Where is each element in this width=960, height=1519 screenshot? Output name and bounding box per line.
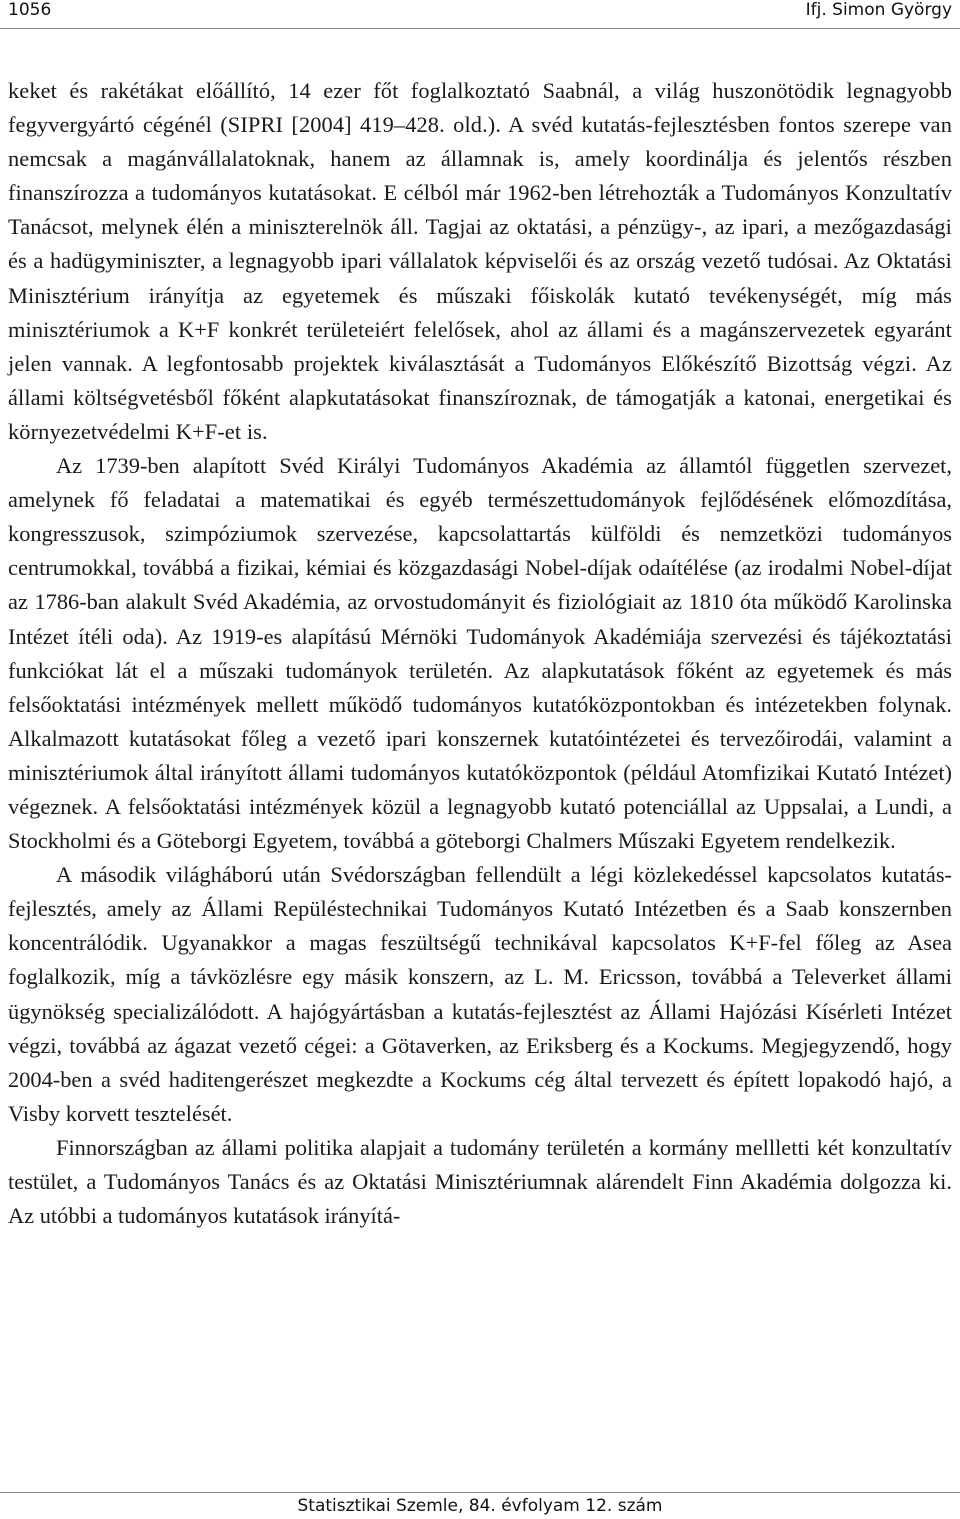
page-footer: Statisztikai Szemle, 84. évfolyam 12. szám xyxy=(297,1496,663,1516)
body-paragraph: Finnországban az állami politika alapjait a tudomány területén a kormány mellletti két konzultatív testület, a Tudományos Tanács és az Oktatási Minisztériumnak alárendelt Finn Akadémia dolgozza ki. Az utóbbi a tudományos kutatások irányítá- xyxy=(8,1134,952,1229)
article-body xyxy=(8,74,952,1233)
footer-divider xyxy=(0,1492,960,1493)
page-number: 1056 xyxy=(8,0,52,20)
body-paragraph: A második világháború után Svédországban fellendült a légi közlekedéssel kapcsolatos kutatás-fejlesztés, amely az Állami Repüléstechnikai Tudományos Kutató Intézetben és a Saab konszernben koncentrálódik. Ugyanakkor a magas feszültségű technikával kapcsolatos K+F-fel főleg az Asea foglalkozik, míg a távközlésre egy másik konszern, az L. M. Ericsson, továbbá a Televerket állami ügynökség specializálódott. A hajógyártásban a kutatás-fejlesztést az Állami Hajózási Kísérleti Intézet végzi, továbbá az ágazat vezető cégei: a Götaverken, az Eriksberg és a Kockums. Megjegyzendő, hogy 2004-ben a svéd haditengerészet megkezdte a Kockums cég által tervezett és épített lopakodó hajó, a Visby korvett tesztelését. xyxy=(8,862,952,1126)
page-header xyxy=(0,0,960,26)
body-paragraph: keket és rakétákat előállító, 14 ezer főt foglalkoztató Saabnál, a világ huszonötödik legnagyobb fegyvergyártó cégénél (SIPRI [2004] 419–428. old.). A svéd kutatás-fejlesztésben fontos szerepe van nemcsak a magánvállalatoknak, hanem az államnak is, amely koordinálja és jelentős részben finanszírozza a tudományos kutatásokat. E célból már 1962-ben létrehozták a Tudományos Konzultatív Tanácsot, melynek élén a miniszterelnök áll. Tagjai az oktatási, a pénzügy-, az ipari, a mezőgazdasági és a hadügyminiszter, a legnagyobb ipari vállalatok képviselői és az ország vezető tudósai. Az Oktatási Minisztérium irányítja az egyetemek és műszaki főiskolák kutató tevékenységét, míg más minisztériumok a K+F konkrét területeiért felelősek, ahol az állami és a magánszervezetek egyaránt jelen vannak. A legfontosabb projektek kiválasztását a Tudományos Előkészítő Bizottság végzi. Az állami költségvetésből főként alapkutatásokat finanszíroznak, de támogatják a katonai, energetikai és környezetvédelmi K+F-et is. xyxy=(8,78,952,444)
header-divider xyxy=(0,28,960,29)
body-paragraph: Az 1739-ben alapított Svéd Királyi Tudományos Akadémia az államtól független szervezet, amelynek fő feladatai a matematikai és egyéb természettudományok fejlődésének előmozdítása, kongresszusok, szimpóziumok szervezése, kapcsolattartás külföldi és nemzetközi tudományos centrumokkal, továbbá a fizikai, kémiai és közgazdasági Nobel-díjak odaítélése (az irodalmi Nobel-díjat az 1786-ban alakult Svéd Akadémia, az orvostudományit és fiziológiait az 1810 óta működő Karolinska Intézet ítéli oda). Az 1919-es alapítású Mérnöki Tudományok Akadémiája szervezési és tájékoztatási funkciókat lát el a műszaki tudományok területén. Az alapkutatások főként az egyetemek és más felsőoktatási intézmények mellett működő tudományos kutatóközpontokban és intézetekben folynak. Alkalmazott kutatásokat főleg a vezető ipari konszernek kutatóintézetei és tervezőirodái, valamint a minisztériumok által irányított állami tudományos kutatóközpontok (például Atomfizikai Kutató Intézet) végeznek. A felsőoktatási intézmények közül a legnagyobb kutató potenciállal az Uppsalai, a Lundi, a Stockholmi és a Göteborgi Egyetem, továbbá a göteborgi Chalmers Műszaki Egyetem rendelkezik. xyxy=(8,453,952,854)
running-header-author: Ifj. Simon György xyxy=(805,0,952,20)
